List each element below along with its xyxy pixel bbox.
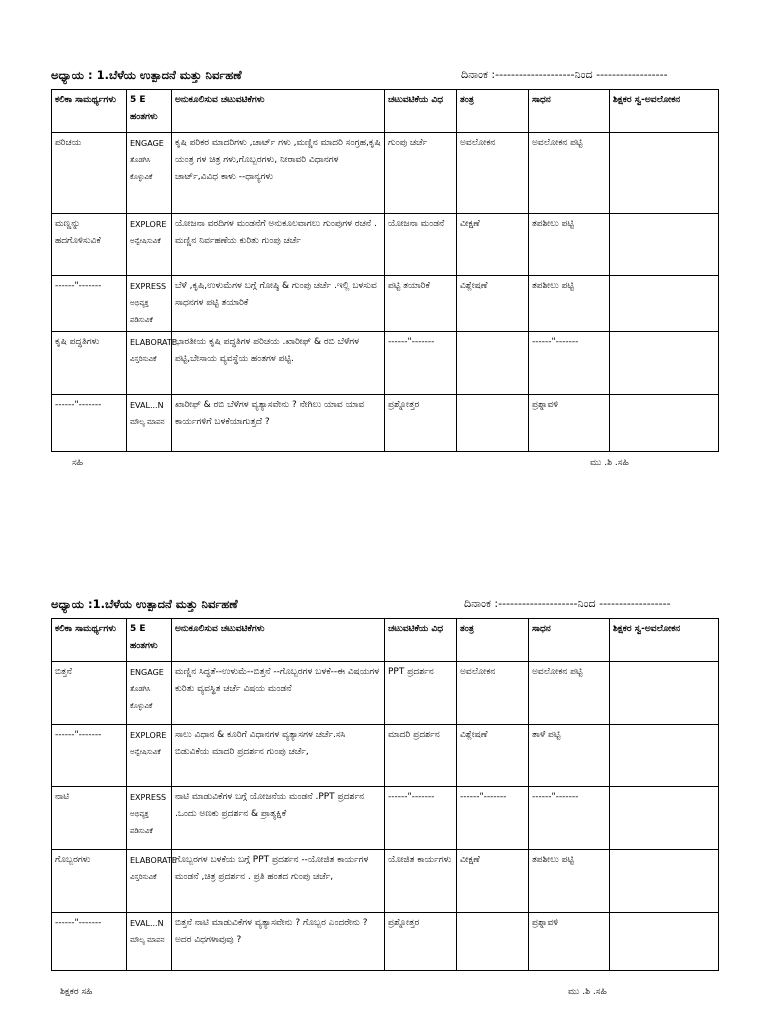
activity-cell: ನಾಟಿ ಮಾಡುವಿಕೆಗಳ ಬಗ್ಗೆ ಯೋಜನೆಯ ಮಂಡನೆ .PPT ಪ್ರದರ್ಶನ .ಒಂದು ಅಣಕು ಪ್ರದರ್ಶನ & ಪ್ರಾತ್ಯಕ್ಷಿಕೆ	[172, 787, 385, 850]
technique-cell: ವಿಶ್ಲೇಷಣೆ	[457, 725, 529, 787]
tool-cell: ತಪಶೀಲು ಪಟ್ಟಿ	[529, 276, 610, 332]
lesson-plan-table-1	[51, 89, 719, 452]
table-row	[52, 662, 719, 725]
activity-cell: ಗೊಬ್ಬರಗಳ ಬಳಕೆಯ ಬಗ್ಗೆ PPT ಪ್ರದರ್ಶನ --ಯೋಜಿತ ಕಾರ್ಯಗಳ ಮಂಡನೆ ,ಚಿತ್ರ ಪ್ರದರ್ಶನ . ಪ್ರತಿ ಹಂತದ ಗುಂಪು ಚರ್ಚೆ,	[172, 850, 385, 913]
self-review-cell	[610, 133, 719, 214]
self-review-cell	[610, 395, 719, 452]
tool-cell: ಅವಲೋಕನ ಪಟ್ಟಿ	[529, 662, 610, 725]
tool-cell: ------"-------	[529, 332, 610, 395]
technique-cell	[457, 332, 529, 395]
tool-cell: ------"-------	[529, 787, 610, 850]
chapter-title-2: ಅಧ್ಯಾಯ :1.ಬೆಳೆಯ ಉತ್ಪಾದನೆ ಮತ್ತು ನಿರ್ವಹಣೆ	[51, 597, 238, 611]
type-cell: ಯೋಜನಾ ಮಂಡನೆ	[385, 214, 457, 276]
col-header-activities: ಅನುಕೂಲಿಸುವ ಚಟುವಟಿಕೆಗಳು	[172, 90, 385, 133]
activity-cell: ಬೆಳೆ ,ಕೃಷಿ,ಉಳುಮೆಗಳ ಬಗ್ಗೆ ಗೋಷ್ಠಿ & ಗುಂಪು ಚರ್ಚೆ .ಇಲ್ಲಿ ಬಳಸುವ ಸಾಧನಗಳ ಪಟ್ಟಿ ತಯಾರಿಕೆ	[172, 276, 385, 332]
technique-cell: ವಿಶ್ಲೇಷಣೆ	[457, 276, 529, 332]
activity-cell: ಯೋಜನಾ ವರದಿಗಳ ಮಂಡನೆಗೆ ಅನುಕೂಲವಾಗಲು ಗುಂಪುಗಳ ರಚನೆ . ಮಣ್ಣಿನ ನಿರ್ವಹಣೆಯ ಕುರಿತು ಗುಂಪು ಚರ್ಚೆ	[172, 214, 385, 276]
self-review-cell	[610, 913, 719, 971]
col-header-competency: ಕಲಿಕಾ ಸಾಮರ್ಥ್ಯಗಳು	[52, 90, 127, 133]
col-header-phase: 5 E ಹಂತಗಳು	[127, 90, 172, 133]
col-header-tool: ಸಾಧನ	[529, 619, 610, 662]
date-range-2: ದಿನಾಂಕ :--------------------ನಿಂದ ------------------	[464, 597, 671, 610]
tool-cell: ಪ್ರಶ್ನಾವಳಿ	[529, 913, 610, 971]
table-row	[52, 395, 719, 452]
type-cell: ಮಾದರಿ ಪ್ರದರ್ಶನ	[385, 725, 457, 787]
tool-cell: ತಪಶೀಲು ಪಟ್ಟಿ	[529, 214, 610, 276]
phase-cell: ENGAGE ತೊಡಗಿಸಿ ಕೊಳ್ಳುವಿಕೆ	[127, 133, 172, 214]
competency-cell: ------"-------	[52, 395, 127, 452]
tool-cell: ಅವಲೋಕನ ಪಟ್ಟಿ	[529, 133, 610, 214]
technique-cell: ವೀಕ್ಷಣೆ	[457, 214, 529, 276]
phase-cell: EXPRESS ಅಭಿವ್ಯಕ್ತ ಪಡಿಸುವಿಕೆ	[127, 787, 172, 850]
type-cell: ಪಟ್ಟಿ ತಯಾರಿಕೆ	[385, 276, 457, 332]
self-review-cell	[610, 662, 719, 725]
competency-cell: ನಾಟಿ	[52, 787, 127, 850]
table-row	[52, 214, 719, 276]
self-review-cell	[610, 214, 719, 276]
signature-left-2: ಶಿಕ್ಷಕರ ಸಹಿ	[60, 987, 93, 997]
table-row	[52, 787, 719, 850]
competency-cell: ಬಿತ್ತನೆ	[52, 662, 127, 725]
type-cell: ------"-------	[385, 332, 457, 395]
col-header-competency: ಕಲಿಕಾ ಸಾಮರ್ಥ್ಯಗಳು	[52, 619, 127, 662]
lesson-plan-table-2	[51, 618, 719, 971]
competency-cell: ಪರಿಚಯ	[52, 133, 127, 214]
table-row	[52, 850, 719, 913]
technique-cell: ------"-------	[457, 787, 529, 850]
technique-cell: ವೀಕ್ಷಣೆ	[457, 850, 529, 913]
competency-cell: ಗೊಬ್ಬರಗಳು	[52, 850, 127, 913]
table-row	[52, 133, 719, 214]
technique-cell: ಅವಲೋಕನ	[457, 133, 529, 214]
self-review-cell	[610, 725, 719, 787]
competency-cell: ಮಣ್ಣನ್ನು ಹದಗೊಳಿಸುವಿಕೆ	[52, 214, 127, 276]
type-cell: PPT ಪ್ರದರ್ಶನ	[385, 662, 457, 725]
chapter-title-1: ಅಧ್ಯಾಯ : 1.ಬೆಳೆಯ ಉತ್ಪಾದನೆ ಮತ್ತು ನಿರ್ವಹಣೆ	[51, 68, 242, 82]
phase-cell: ELABORATE ವಿಸ್ತರಿಸುವಿಕೆ	[127, 332, 172, 395]
activity-cell: ಕೃಷಿ ಪರಿಕರ ಮಾದರಿಗಳು ,ಚಾರ್ಟ್ ಗಳು ,ಮಣ್ಣಿನ ಮಾದರಿ ಸಂಗ್ರಹ,ಕೃಷಿ ಯಂತ್ರ ಗಳ ಚಿತ್ರ ಗಳು,ಗೊಬ್ಬರಗಳು, ನೀರಾವರಿ ವಿಧಾನಗಳ ಚಾರ್ಟ್,ವಿವಿಧ ಕಾಳು --ಧಾನ್ಯಗಳು	[172, 133, 385, 214]
self-review-cell	[610, 850, 719, 913]
competency-cell: ------"-------	[52, 913, 127, 971]
type-cell: ------"-------	[385, 787, 457, 850]
signature-right-2: ಮು .ಶಿ .ಸಹಿ	[568, 987, 607, 997]
col-header-self-review: ಶಿಕ್ಷಕರ ಸ್ವ-ಅವಲೋಕನ	[610, 619, 719, 662]
col-header-tool: ಸಾಧನ	[529, 90, 610, 133]
self-review-cell	[610, 332, 719, 395]
technique-cell	[457, 913, 529, 971]
type-cell: ಗುಂಪು ಚರ್ಚೆ	[385, 133, 457, 214]
tool-cell: ಪ್ರಶ್ನಾವಳಿ	[529, 395, 610, 452]
activity-cell: ಭಾರತೀಯ ಕೃಷಿ ಪದ್ಧತಿಗಳ ಪರಿಚಯ .ಖಾರೀಫ್ & ರಬಿ ಬೆಳೆಗಳ ಪಟ್ಟಿ,ಬೇಸಾಯ ವ್ಯವಸ್ಥೆಯ ಹಂತಗಳ ಪಟ್ಟಿ.	[172, 332, 385, 395]
phase-cell: EXPLORE ಅನ್ವೇಷಿಸುವಿಕೆ	[127, 725, 172, 787]
col-header-technique: ತಂತ್ರ	[457, 90, 529, 133]
phase-cell: EXPRESS ಅಭಿವ್ಯಕ್ತ ಪಡಿಸುವಿಕೆ	[127, 276, 172, 332]
competency-cell: ಕೃಷಿ ಪದ್ಧತಿಗಳು	[52, 332, 127, 395]
table-row	[52, 725, 719, 787]
phase-cell: EVAL...N ಮೌಲ್ಯ ಮಾಪನ	[127, 913, 172, 971]
type-cell: ಯೋಜಿತ ಕಾರ್ಯಗಳು	[385, 850, 457, 913]
phase-cell: ELABORATE ವಿಸ್ತರಿಸುವಿಕೆ	[127, 850, 172, 913]
technique-cell	[457, 395, 529, 452]
col-header-activity-type: ಚಟುವಟಿಕೆಯ ವಿಧ	[385, 90, 457, 133]
table-header-row	[52, 619, 719, 662]
signature-right-1: ಮು .ಶಿ .ಸಹಿ	[590, 458, 629, 468]
table-row	[52, 913, 719, 971]
phase-cell: EXPLORE ಅನ್ವೇಷಿಸುವಿಕೆ	[127, 214, 172, 276]
phase-cell: EVAL...N ಮೌಲ್ಯ ಮಾಪನ	[127, 395, 172, 452]
phase-cell: ENGAGE ತೊಡಗಿಸಿ ಕೊಳ್ಳುವಿಕೆ	[127, 662, 172, 725]
self-review-cell	[610, 787, 719, 850]
competency-cell: ------"-------	[52, 276, 127, 332]
table-row	[52, 276, 719, 332]
technique-cell: ಅವಲೋಕನ	[457, 662, 529, 725]
activity-cell: ಬಿತ್ತನೆ ನಾಟಿ ಮಾಡುವಿಕೆಗಳ ವ್ಯತ್ಯಾಸವೇನು ? ಗೊಬ್ಬರ ಎಂದರೇನು ? ಅದರ ವಿಧಗಳಾವುವು ?	[172, 913, 385, 971]
table-header-row	[52, 90, 719, 133]
type-cell: ಪ್ರಶ್ನೋತ್ತರ	[385, 395, 457, 452]
col-header-activity-type: ಚಟುವಟಿಕೆಯ ವಿಧ	[385, 619, 457, 662]
col-header-self-review: ಶಿಕ್ಷಕರ ಸ್ವ-ಅವಲೋಕನ	[610, 90, 719, 133]
tool-cell: ತಪಶೀಲು ಪಟ್ಟಿ	[529, 850, 610, 913]
date-range-1: ದಿನಾಂಕ :--------------------ನಿಂದ ------------------	[461, 68, 668, 81]
activity-cell: ಮಣ್ಣಿನ ಸಿದ್ಧತೆ--ಉಳುಮೆ--ಬಿತ್ತನೆ --ಗೊಬ್ಬರಗಳ ಬಳಕೆ--ಈ ವಿಷಯಗಳ ಕುರಿತು ವ್ಯವಸ್ಥಿತ ಚರ್ಚೆ ವಿಷಯ ಮಂಡನೆ	[172, 662, 385, 725]
col-header-phase: 5 E ಹಂತಗಳು	[127, 619, 172, 662]
type-cell: ಪ್ರಶ್ನೋತ್ತರ	[385, 913, 457, 971]
tool-cell: ತಾಳೆ ಪಟ್ಟಿ	[529, 725, 610, 787]
self-review-cell	[610, 276, 719, 332]
col-header-activities: ಅನುಕೂಲಿಸುವ ಚಟುವಟಿಕೆಗಳು	[172, 619, 385, 662]
signature-left-1: ಸಹಿ	[72, 458, 83, 468]
competency-cell: ------"-------	[52, 725, 127, 787]
table-row	[52, 332, 719, 395]
activity-cell: ಖಾರೀಫ್ & ರಬಿ ಬೆಳೆಗಳ ವ್ಯತ್ಯಾಸವೇನು ? ನೇಗಿಲು ಯಾವ ಯಾವ ಕಾರ್ಯಗಳಿಗೆ ಬಳಕೆಯಾಗುತ್ತದೆ ?	[172, 395, 385, 452]
activity-cell: ಸಾಲು ವಿಧಾನ & ಕೂರಿಗೆ ವಿಧಾನಗಳ ವ್ಯತ್ಯಾಸಗಳ ಚರ್ಚೆ.ಸಸಿ ಬಿಡುವಿಕೆಯ ಮಾದರಿ ಪ್ರದರ್ಶನ ಗುಂಪು ಚರ್ಚೆ,	[172, 725, 385, 787]
col-header-technique: ತಂತ್ರ	[457, 619, 529, 662]
